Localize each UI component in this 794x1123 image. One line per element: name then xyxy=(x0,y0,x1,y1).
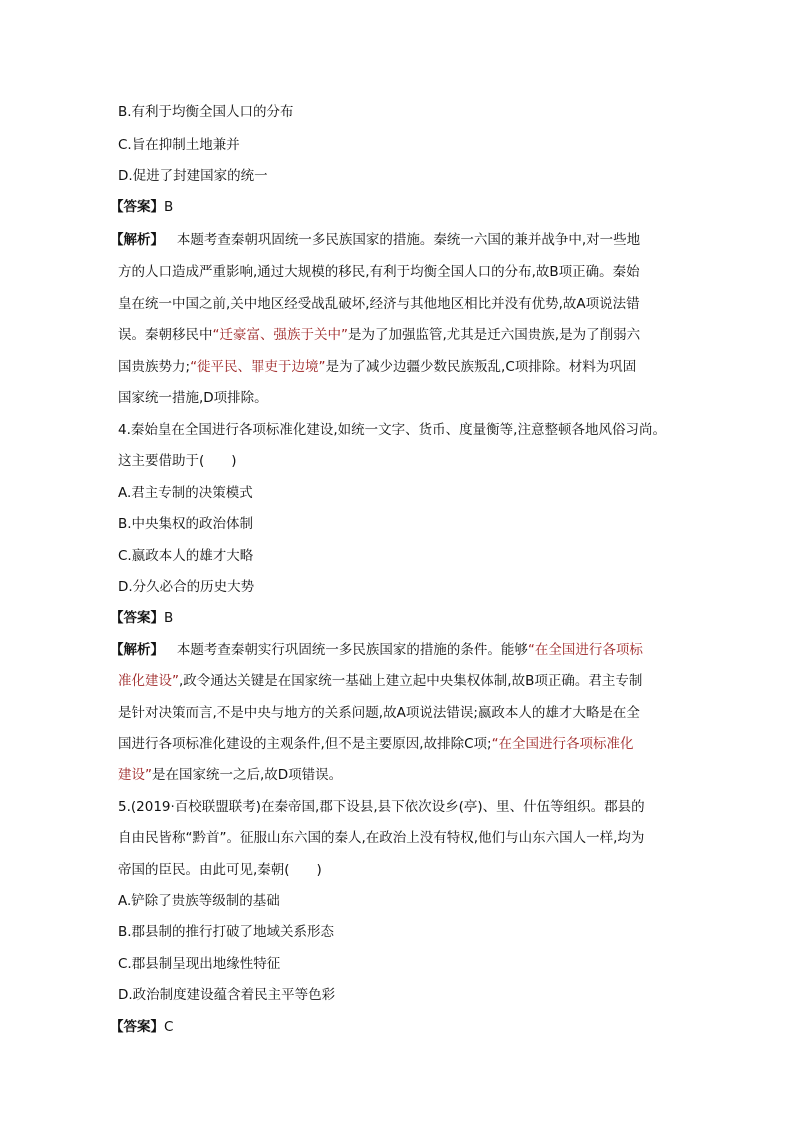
q3-option-b: B.有利于均衡全国人口的分布 xyxy=(118,104,294,120)
q3-explain-line-2: 方的人口造成严重影响,通过大规模的移民,有利于均衡全国人口的分布,故B项正确。秦始 xyxy=(118,264,640,280)
q4-answer xyxy=(110,610,670,626)
q4-stem-line-1: 4.秦始皇在全国进行各项标准化建设,如统一文字、货币、度量衡等,注意整顿各地风俗习尚。 xyxy=(118,422,666,438)
q3-explain-line-4: 误。秦朝移民中“迁豪富、强族于关中”是为了加强监管,尤其是迁六国贵族,是为了削弱六 xyxy=(118,327,641,343)
answer-label: 【答案】 xyxy=(110,199,164,215)
q4-explain-line-4: 国进行各项标准化建设的主观条件,但不是主要原因,故排除C项;“在全国进行各项标准化 xyxy=(118,736,634,752)
quote-highlight: “在全国进行各项标 xyxy=(527,642,643,658)
q3-option-c: C.旨在抑制土地兼并 xyxy=(118,137,240,153)
q3-answer xyxy=(110,199,670,215)
q4-option-a: A.君主专制的决策模式 xyxy=(118,485,253,501)
q3-explain-line-1: 【解析】 本题考查秦朝巩固统一多民族国家的措施。秦统一六国的兼并战争中,对一些地 xyxy=(110,232,641,248)
q5-stem-line-2: 自由民皆称“黔首”。征服山东六国的秦人,在政治上没有特权,他们与山东六国人一样,均为 xyxy=(118,830,645,846)
q3-explain-line-3: 皇在统一中国之前,关中地区经受战乱破坏,经济与其他地区相比并没有优势,故A项说法错 xyxy=(118,296,640,312)
quote-highlight: 准化建设” xyxy=(118,673,179,689)
q4-explain-line-2: 准化建设”,政令通达关键是在国家统一基础上建立起中央集权体制,故B项正确。君主专制 xyxy=(118,673,643,689)
q3-explain-line-6: 国家统一措施,D项排除。 xyxy=(118,390,268,406)
explain-label: 【解析】 xyxy=(110,642,164,658)
q4-explain-line-1: 【解析】 本题考查秦朝实行巩固统一多民族国家的措施的条件。能够“在全国进行各项标 xyxy=(110,642,643,658)
quote-highlight: “迁豪富、强族于关中” xyxy=(212,327,348,343)
q5-answer xyxy=(110,1019,670,1035)
q4-explain-line-5: 建设”是在国家统一之后,故D项错误。 xyxy=(118,767,343,783)
answer-value: C xyxy=(164,1019,174,1035)
q5-option-b: B.郡县制的推行打破了地域关系形态 xyxy=(118,924,335,940)
q4-explain-line-3: 是针对决策而言,不是中央与地方的关系问题,故A项说法错误;嬴政本人的雄才大略是在全 xyxy=(118,705,640,721)
q4-option-b: B.中央集权的政治体制 xyxy=(118,516,254,532)
quote-highlight: “徙平民、罪吏于边境” xyxy=(190,359,326,375)
q4-option-c: C.嬴政本人的雄才大略 xyxy=(118,548,254,564)
answer-value: B xyxy=(164,610,174,626)
q5-option-d: D.政治制度建设蕴含着民主平等色彩 xyxy=(118,987,336,1003)
answer-label: 【答案】 xyxy=(110,1019,164,1035)
explain-label: 【解析】 xyxy=(110,232,164,248)
q4-option-d: D.分久必合的历史大势 xyxy=(118,579,255,595)
q4-stem-line-2: 这主要借助于( ) xyxy=(118,453,237,469)
answer-value: B xyxy=(164,199,174,215)
quote-highlight: “在全国进行各项标准化 xyxy=(491,736,634,752)
q5-stem-line-1: 5.(2019·百校联盟联考)在秦帝国,郡下设县,县下依次设乡(亭)、里、什伍等组织。郡县的 xyxy=(118,799,645,815)
q3-explain-line-5: 国贵族势力;“徙平民、罪吏于边境”是为了减少边疆少数民族叛乱,C项排除。材料为巩固 xyxy=(118,359,637,375)
q3-option-d: D.促进了封建国家的统一 xyxy=(118,168,268,184)
q5-option-a: A.铲除了贵族等级制的基础 xyxy=(118,893,280,909)
answer-label: 【答案】 xyxy=(110,610,164,626)
quote-highlight: 建设” xyxy=(118,767,152,783)
q5-option-c: C.郡县制呈现出地缘性特征 xyxy=(118,956,281,972)
q5-stem-line-3: 帝国的臣民。由此可见,秦朝( ) xyxy=(118,862,322,878)
